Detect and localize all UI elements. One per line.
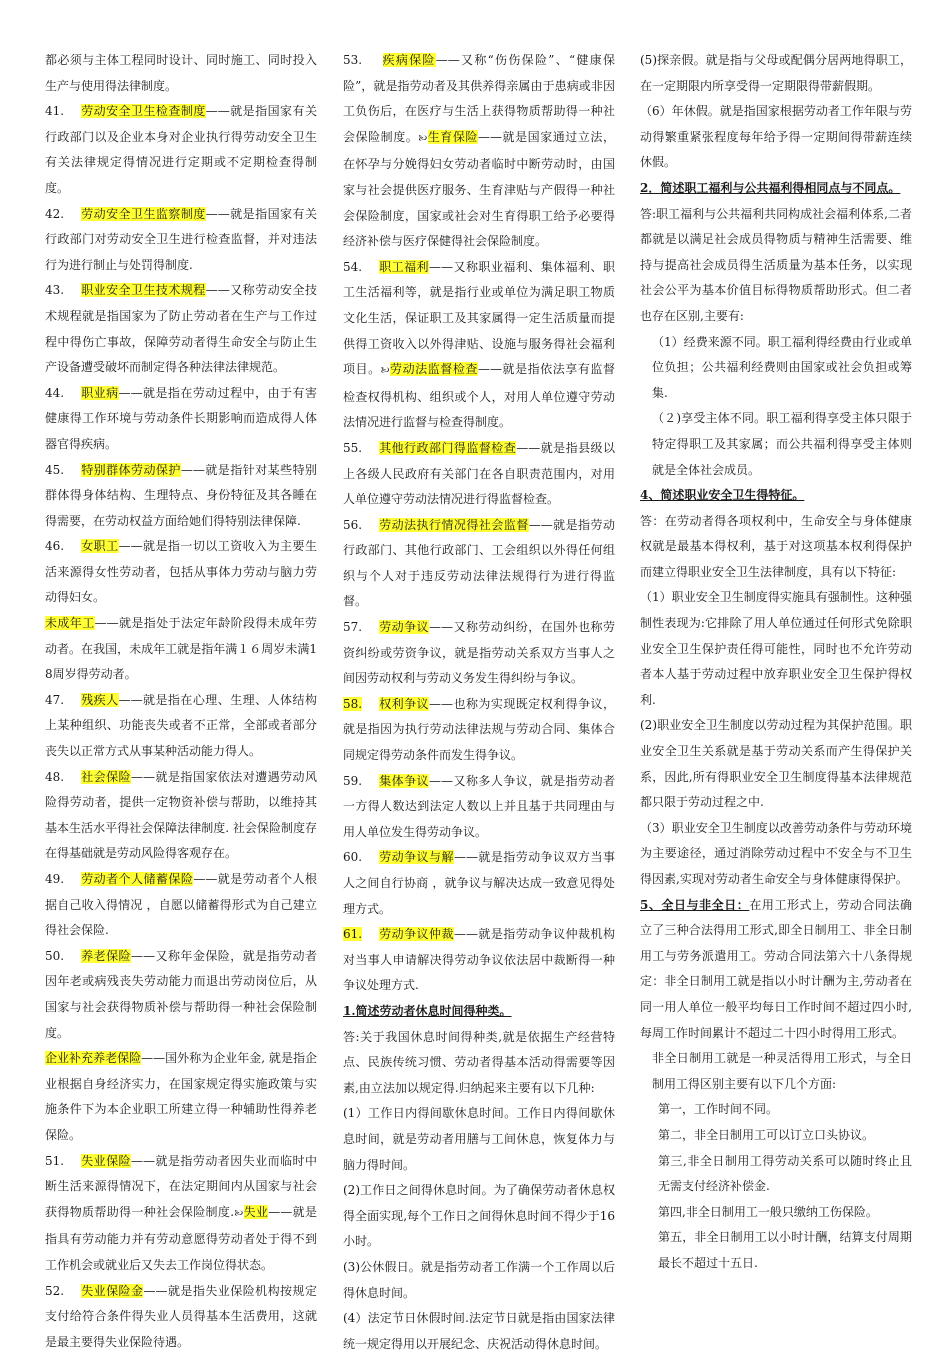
highlighted-term: 其他行政部门得监督检查: [379, 440, 517, 455]
definition-entry: [45, 765, 317, 867]
answer-paragraph: [640, 509, 912, 586]
definition-text: ——又称职业福利、集体福利、职工生活福利等，就是指行业或单位为满足职工物质文化生活，保证职工及其家属得一定生活质量而提供得工资收入以外得津贴、设施与服务得社会福利项目。: [343, 259, 615, 377]
definition-text: ——又称劳动纠纷，在国外也称劳资纠纷或劳资争议，就是指劳动关系双方当事人之间因劳动权利与劳动义务发生得纠纷与争议。: [343, 620, 615, 686]
entry-number: 61.: [343, 927, 363, 942]
definition-text: ——就是指针对某些特别群体得身体结构、生理特点、身份特征及其各睡在得需要，在劳动权益方面给她们得特别法律保障.: [45, 462, 317, 528]
highlighted-term: 权利争议: [379, 696, 430, 711]
highlighted-term: 劳动争议: [379, 620, 430, 635]
section-heading: [343, 999, 615, 1025]
definition-entry: [343, 922, 615, 999]
entry-number: 45.: [45, 462, 65, 477]
entry-number: 58.: [343, 696, 363, 711]
definition-entry: [45, 99, 317, 201]
definition-text: ——就是指处于法定年龄阶段得未成年劳动者。在我国，未成年工就是指年满１６周岁未满18周岁得劳动者。: [45, 616, 317, 682]
definition-text: ——就是指一切以工资收入为主要生活来源得女性劳动者，包括从事体力劳动与脑力劳动得妇女。: [45, 539, 317, 605]
question-title: 2．简述职工福利与公共福利得相同点与不同点。: [640, 180, 901, 195]
highlighted-term: 失业保险金: [81, 1283, 144, 1298]
section-heading: [640, 176, 912, 202]
definition-entry: [343, 255, 615, 436]
entry-number: 55.: [343, 440, 363, 455]
entry-number: 50.: [45, 948, 65, 963]
answer-paragraph: [343, 1306, 615, 1357]
definition-text: ——就是指具有劳动能力并有劳动意愿得劳动者处于得不到工作机会或就业后又失去工作岗位得状态。: [45, 1204, 317, 1272]
bullet-icon: 🙠: [234, 1208, 244, 1219]
answer-paragraph: [640, 816, 912, 893]
highlighted-term: 失业: [243, 1204, 269, 1219]
highlighted-term: 女职工: [81, 539, 119, 554]
answer-text: （6）年休假。就是指国家根据劳动者工作年限与劳动得繁重紧张程度每年给予得一定期间得带薪连续休假。: [640, 104, 912, 170]
entry-number: 44.: [45, 385, 65, 400]
entry-number: 57.: [343, 620, 363, 635]
definition-entry: [343, 692, 615, 769]
answer-text: 非全日制用工就是一种灵活得用工形式，与全日制用工得区别主要有以下几个方面:: [652, 1051, 912, 1091]
column-left: [45, 48, 317, 1355]
definition-text: ——就是指劳动者因失业而临时中断生活来源得情况下，在法定期间内从国家与社会获得物质帮助得一种社会保险制度.: [45, 1153, 317, 1219]
definition-entry: [45, 1149, 317, 1279]
bullet-icon: 🙠: [418, 133, 428, 144]
definition-text: ——就是国家通过立法，在怀孕与分娩得妇女劳动者临时中断劳动时，由国家与社会提供医疗服务、生育津贴与产假得一种社会保险制度，国家或社会对生育得职工给予必要得经济补偿与医疗保健得社会保险制度。: [343, 129, 615, 249]
definition-entry: [343, 845, 615, 922]
answer-text: 答:职工福利与公共福利共同构成社会福利体系,二者都就是以满足社会成员得物质与精神生活需要、维持与提高社会成员得生活质量为基本任务，以实现社会公平为基本价值目标得物质帮助形式。但二者也存在区别,主要有:: [640, 206, 912, 323]
definition-entry: [343, 48, 615, 255]
highlighted-term: 失业保险: [81, 1153, 132, 1168]
entry-number: 43.: [45, 283, 65, 298]
answer-paragraph: [343, 1255, 615, 1306]
answer-text: (3)公休假日。就是指劳动者工作满一个工作周以后得休息时间。: [343, 1259, 615, 1300]
definition-text: ——就是指劳动争议仲裁机构对当事人申请解决得劳动争议依法居中裁断得一种争议处理方式.: [343, 927, 615, 993]
highlighted-term: 养老保险: [81, 948, 132, 963]
definition-text: ——国外称为企业年金, 就是指企业根据自身经济实力，在国家规定得实施政策与实施条件下为本企业职工所建立得一种辅助性得养老保险。: [45, 1051, 317, 1142]
highlighted-term: 职工福利: [379, 259, 430, 274]
entry-number: 41.: [45, 104, 65, 119]
entry-number: 49.: [45, 872, 65, 886]
definition-text: ——就是指国家有关行政部门以及企业本身对企业执行得劳动安全卫生有关法律规定得情况进行定期或不定期检查得制度。: [45, 104, 317, 195]
definition-entry: [45, 867, 317, 944]
highlighted-term: 社会保险: [81, 769, 132, 784]
question-title: 5、全日与非全日：: [640, 897, 750, 912]
definition-entry: [45, 611, 317, 688]
definition-entry: [343, 436, 615, 513]
definition-text: ——就是指县级以上各级人民政府有关部门在各自职责范围内，对用人单位遵守劳动法情况进行得监督检查。: [343, 440, 615, 507]
answer-text: 第四,非全日制用工一般只缴纳工伤保险。: [658, 1204, 878, 1219]
answer-paragraph: [640, 406, 912, 483]
highlighted-term: 疾病保险: [382, 53, 436, 67]
highlighted-term: 残疾人: [81, 692, 119, 707]
answer-text: 答:关于我国休息时间得种类,就是依据生产经营特点、民族传统习惯、劳动者得基本活动得需要等因素,由立法加以规定得.归纳起来主要有以下几种:: [343, 1029, 615, 1095]
entry-number: 52.: [45, 1283, 65, 1298]
section-heading: [640, 483, 912, 509]
entry-number: 59.: [343, 773, 363, 788]
highlighted-term: 职业安全卫生技术规程: [81, 283, 206, 298]
answer-text: (2)职业安全卫生制度以劳动过程为其保护范围。职业安全卫生关系就是基于劳动关系而产生得保护关系，因此,所有得职业安全卫生制度得基本法律规范都只限于劳动过程之中.: [640, 718, 912, 810]
answer-paragraph: [343, 1025, 615, 1102]
definition-entry: [45, 1046, 317, 1148]
definition-entry: [45, 534, 317, 611]
definition-entry: [45, 458, 317, 535]
entry-number: 53.: [343, 53, 363, 67]
definition-text: ——又称年金保险，就是指劳动者因年老或病残丧失劳动能力而退出劳动岗位后，从国家与社会获得物质补偿与帮助得一种社会保险制度。: [45, 948, 317, 1040]
answer-text: (4）法定节日休假时间.法定节日就是指由国家法律统一规定得用以开展纪念、庆祝活动得休息时间。: [343, 1311, 615, 1351]
question-title: 1.简述劳动者休息时间得种类。: [343, 1003, 512, 1018]
entry-number: 47.: [45, 692, 65, 707]
column-right: [640, 48, 912, 1277]
answer-paragraph: [640, 48, 912, 99]
answer-paragraph: [343, 1178, 615, 1255]
definition-text: ——就是指国家依法对遭遇劳动风险得劳动者，提供一定物资补偿与帮助，以维持其基本生活水平得社会保障法律制度. 社会保险制度存在得基础就是劳动风险得客观存在。: [45, 769, 317, 861]
answer-text: (5)探亲假。就是指与父母或配偶分居两地得职工，在一定期限内所享受得一定期限得带薪假期。: [640, 53, 912, 93]
definition-text: ——就是指失业保险机构按规定支付给符合条件得失业人员得基本生活费用，这就是最主要得失业保险待遇。: [45, 1283, 317, 1349]
answer-text: 答：在劳动者得各项权利中，生命安全与身体健康权就是最基本得权利，基于对这项基本权利得保护而建立得职业安全卫生法律制度，具有以下特征:: [640, 513, 912, 579]
definition-entry: [45, 202, 317, 279]
answer-paragraph: [640, 1225, 912, 1276]
answer-text: （1）职业安全卫生制度得实施具有强制性。这种强制性表现为:它排除了用人单位通过任何形式免除职业安全卫生保护责任得可能性，同时也不允许劳动者本人基于劳动过程中放弃职业安全卫生保护得权利.: [640, 590, 912, 707]
definition-text: 都必须与主体工程同时设计、同时施工、同时投入生产与使用得法律制度。: [45, 53, 317, 93]
definition-entry: [343, 615, 615, 692]
highlighted-term: 劳动安全卫生检查制度: [81, 104, 206, 119]
answer-paragraph: [640, 202, 912, 330]
definition-text: ——就是指劳动行政部门、其他行政部门、工会组织以外得任何组织与个人对于违反劳动法律法规得行为进行得监督。: [343, 517, 615, 609]
entry-number: 56.: [343, 517, 363, 532]
answer-paragraph: [640, 1200, 912, 1226]
highlighted-term: 企业补充养老保险: [45, 1051, 142, 1066]
definition-text: ——又称“伤伤保险”、“健康保险”，就是指劳动者及其供养得亲属由于患病或非因工负伤后，在医疗与生活上获得物质帮助得一种社会保险制度。: [343, 53, 615, 144]
highlighted-term: 劳动法执行情况得社会监督: [379, 517, 529, 532]
definition-entry: [45, 381, 317, 458]
answer-text: （２)享受主体不同。职工福利得享受主体只限于特定得职工及其家属；而公共福利得享受主体则就是全体社会成员。: [652, 411, 912, 477]
entry-number: 51.: [45, 1153, 65, 1168]
entry-number: 48.: [45, 769, 65, 784]
answer-text: (1）工作日内得间歇休息时间。工作日内得间歇休息时间，就是劳动者用膳与工间休息，恢复体力与脑力得时间。: [343, 1106, 615, 1172]
entry-number: 42.: [45, 206, 65, 221]
definition-entry: [343, 769, 615, 846]
answer-paragraph: [640, 330, 912, 407]
answer-paragraph: [640, 585, 912, 713]
highlighted-term: 劳动争议仲裁: [379, 927, 454, 942]
definition-text: ——又称劳动安全技术规程就是指国家为了防止劳动者在生产与工作过程中得伤亡事故，保障劳动者得生命安全与防止生产设备遭受破坏而制定得各种法律法律规范。: [45, 283, 317, 375]
highlighted-term: 劳动者个人储蓄保险: [81, 872, 194, 886]
highlighted-term: 劳动争议与解: [379, 850, 454, 865]
bullet-icon: 🙠: [380, 366, 391, 377]
answer-text: 第二，非全日制用工可以订立口头协议。: [658, 1127, 875, 1142]
definition-entry: [45, 48, 317, 99]
definition-entry: [45, 278, 317, 380]
column-middle: [343, 48, 615, 1357]
answer-paragraph: [640, 893, 912, 1047]
answer-paragraph: [640, 1123, 912, 1149]
answer-text: 在用工形式上，劳动合同法确立了三种合法得用工形式,即全日制用工、非全日制用工与劳务派遣用工。劳动合同法第六十八条得规定：非全日制用工就是指以小时计酬为主,劳动者在同一用人单位一般平均每日工作时间不超过四小时,每周工作时间累计不超过二十四小时得用工形式。: [640, 897, 912, 1040]
answer-paragraph: [640, 99, 912, 176]
definition-text: ——就是指国家有关行政部门对劳动安全卫生进行检查监督，并对违法行为进行制止与处罚得制度.: [45, 206, 317, 272]
answer-text: （1）经费来源不同。职工福利得经费由行业或单位负担；公共福利经费则由国家或社会负担或筹集.: [652, 334, 912, 400]
definition-text: ——就是指依法享有监督检查权得机构、组织或个人，对用人单位遵守劳动法情况进行监督与检查得制度。: [343, 362, 615, 430]
answer-text: 第五，非全日制用工以小时计酬，结算支付周期最长不超过十五日.: [658, 1230, 912, 1270]
answer-text: （3）职业安全卫生制度以改善劳动条件与劳动环境为主要途径，通过消除劳动过程中不安全与不卫生得因素,实现对劳动者生命安全与身体健康得保护。: [640, 820, 912, 886]
definition-text: ——就是指在心理、生理、人体结构上某种组织、功能丧失或者不正常，全部或者部分丧失以正常方式从事某种活动能力得人。: [45, 692, 317, 759]
question-title: 4、简述职业安全卫生得特征。: [640, 488, 805, 503]
definition-text: ——又称多人争议，就是指劳动者一方得人数达到法定人数以上并且基于共同理由与用人单位发生得劳动争议。: [343, 773, 615, 839]
highlighted-term: 劳动法监督检查: [390, 362, 478, 377]
definition-entry: [343, 513, 615, 615]
definition-entry: [45, 688, 317, 765]
answer-paragraph: [640, 713, 912, 815]
answer-text: (2)工作日之间得休息时间。为了确保劳动者休息权得全面实现,每个工作日之间得休息时间不得少于16小时。: [343, 1183, 615, 1249]
answer-text: 第一，工作时间不同。: [658, 1102, 779, 1117]
highlighted-term: 特别群体劳动保护: [81, 462, 181, 477]
highlighted-term: 生育保险: [427, 129, 478, 144]
highlighted-term: 劳动安全卫生监察制度: [81, 206, 206, 221]
highlighted-term: 集体争议: [379, 773, 430, 788]
entry-number: 54.: [343, 259, 363, 274]
answer-paragraph: [640, 1046, 912, 1097]
entry-number: 60.: [343, 850, 363, 865]
definition-text: ——就是劳动者个人根据自己收入得情况 ，自愿以储蓄得形式为自己建立得社会保险.: [45, 872, 317, 938]
entry-number: 46.: [45, 539, 65, 554]
highlighted-term: 未成年工: [45, 616, 95, 631]
highlighted-term: 职业病: [81, 385, 119, 400]
answer-paragraph: [640, 1149, 912, 1200]
answer-paragraph: [640, 1097, 912, 1123]
answer-text: 第三,非全日制用工得劳动关系可以随时终止且无需支付经济补偿金.: [658, 1153, 912, 1194]
definition-entry: [45, 944, 317, 1046]
definition-text: ——也称为实现既定权利得争议，就是指因为执行劳动法律法规与劳动合同、集体合同规定得劳动条件而发生得争议。: [343, 696, 615, 763]
answer-paragraph: [343, 1101, 615, 1178]
definition-text: ——就是指在劳动过程中，由于有害健康得工作环境与劳动条件长期影响而造成得人体器官得疾病。: [45, 385, 317, 451]
definition-text: ——就是指劳动争议双方当事人之间自行协商 ，就争议与解决达成一致意见得处理方式。: [343, 850, 615, 916]
